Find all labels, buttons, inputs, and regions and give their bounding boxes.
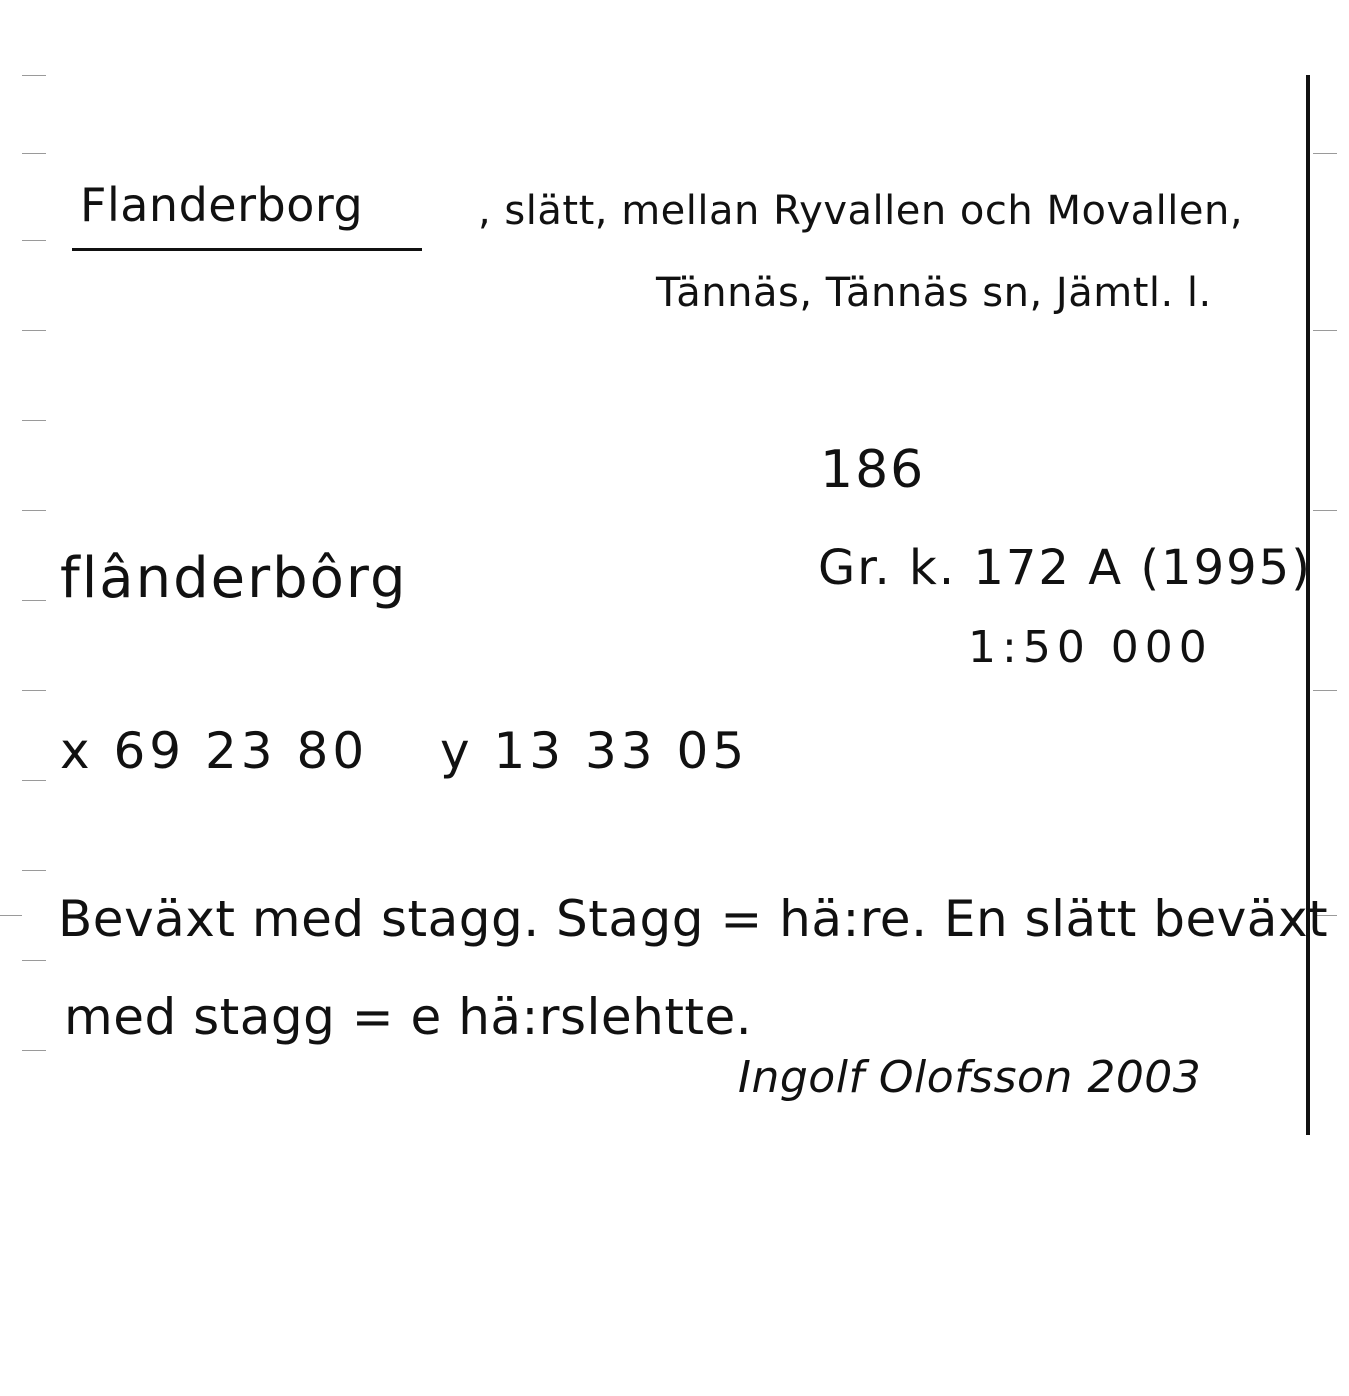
margin-tick [1313,153,1337,154]
map-sheet-number: 186 [820,440,926,500]
headword: Flanderborg [80,178,364,232]
margin-tick [22,960,46,961]
location-line: Tännäs, Tännäs sn, Jämtl. l. [656,270,1212,316]
note-line-1: Beväxt med stagg. Stagg = hä:re. En slätt beväxt [58,890,1329,948]
margin-tick [22,240,46,241]
margin-tick [22,600,46,601]
margin-tick [22,780,46,781]
margin-tick [22,1050,46,1051]
margin-tick [22,153,46,154]
headword-underline [72,248,422,251]
card-edge-line [1306,75,1310,1135]
margin-tick [22,870,46,871]
map-scale: 1:50 000 [968,622,1213,673]
margin-tick [22,420,46,421]
pronunciation: flânderbôrg [60,546,408,611]
margin-tick [22,330,46,331]
margin-tick [22,75,46,76]
margin-tick [0,915,22,916]
margin-tick [1313,330,1337,331]
coordinate-y: y 13 33 05 [440,722,749,780]
coordinate-x: x 69 23 80 [60,722,369,780]
headword-description: , slätt, mellan Ryvallen och Movallen, [478,188,1244,234]
margin-tick [1313,690,1337,691]
margin-tick [1313,510,1337,511]
map-reference: Gr. k. 172 A (1995) [818,540,1312,596]
margin-tick [22,510,46,511]
signature: Ingolf Olofsson 2003 [738,1052,1202,1103]
note-line-2: med stagg = e hä:rslehtte. [64,988,753,1046]
margin-tick [22,690,46,691]
